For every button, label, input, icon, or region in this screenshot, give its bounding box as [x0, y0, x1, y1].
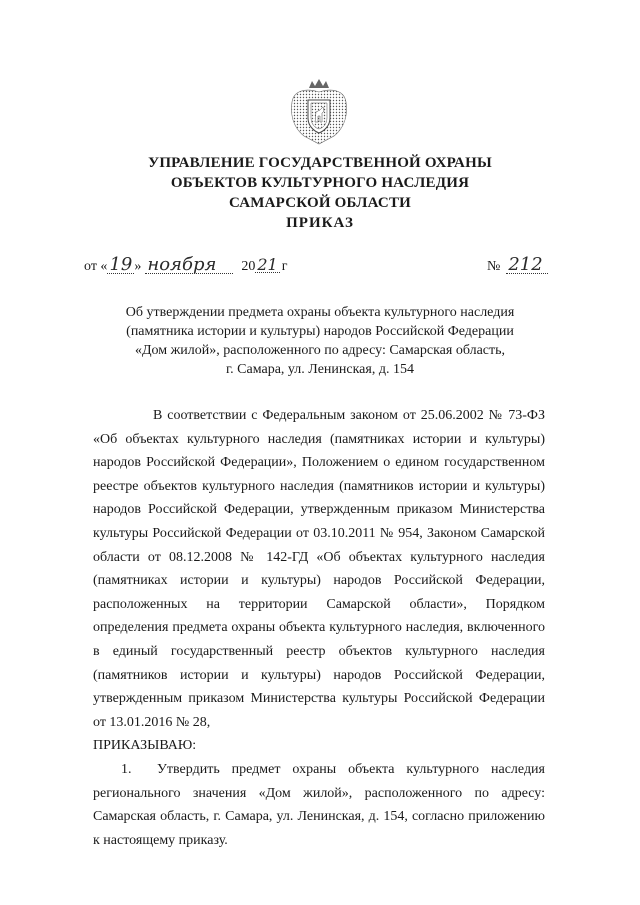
order-date — [84, 254, 287, 275]
date-year-suffix: 21 — [257, 255, 278, 274]
order-subject — [110, 303, 530, 379]
date-day: 19 — [109, 254, 133, 275]
date-suffix: г — [281, 259, 288, 274]
subject-line-1: Об утверждении предмета охраны объекта культурного наследия — [125, 305, 515, 320]
subject-line-2: (памятника истории и культуры) народов Российской Федерации — [126, 324, 514, 339]
document-type: ПРИКАЗ — [286, 215, 354, 231]
number-prefix: № — [487, 259, 501, 274]
item-text: Утвердить предмет охраны объекта культурного наследия регионального значения «Дом жилой», расположенного по адресу: Самарская область, г. Самара, ул. Ленинская, д. 154, согласно приложению к настоящему приказу. — [93, 761, 545, 848]
order-body — [93, 404, 545, 852]
date-year-prefix: 20 — [241, 259, 256, 274]
order-number — [487, 254, 548, 275]
number-value: 212 — [506, 254, 548, 275]
decree-word: ПРИКАЗЫВАЮ: — [93, 738, 197, 754]
subject-line-4: г. Самара, ул. Ленинская, д. 154 — [226, 362, 414, 377]
date-mid: » — [134, 259, 142, 274]
agency-name — [0, 153, 640, 213]
order-item — [93, 758, 545, 852]
coat-of-arms-icon — [284, 78, 354, 148]
item-number: 1. — [121, 761, 132, 777]
preamble-paragraph: В соответствии с Федеральным законом от 25.06.2002 № 73-ФЗ «Об объектах культурного наследия (памятниках истории и культуры) народов Российской Федерации», Положением о едином государственном реестре объектов культурного наследия (памятников истории и культуры) народов Российской Федерации, утвержденным приказом Министерства культуры Российской Федерации от 03.10.2011 № 954, Законом Самарской области от 08.12.2008 № 142-ГД «Об объектах культурного наследия (памятниках истории и культуры) народов Российской Федерации, расположенных на территории Самарской области», Порядком определения предмета охраны объекта культурного наследия, включенного в единый государственный реестр объектов культурного наследия (памятников истории и культуры) народов Российской Федерации, утвержденным приказом Министерства культуры Российской Федерации от 13.01.2016 № 28, — [93, 408, 545, 730]
agency-line-3: САМАРСКОЙ ОБЛАСТИ — [228, 195, 412, 211]
date-month: ноября — [145, 254, 233, 275]
agency-line-2: ОБЪЕКТОВ КУЛЬТУРНОГО НАСЛЕДИЯ — [170, 175, 470, 191]
date-prefix: от « — [84, 259, 108, 274]
agency-line-1: УПРАВЛЕНИЕ ГОСУДАРСТВЕННОЙ ОХРАНЫ — [148, 155, 492, 171]
subject-line-3: «Дом жилой», расположенного по адресу: Самарская область, — [134, 343, 506, 358]
